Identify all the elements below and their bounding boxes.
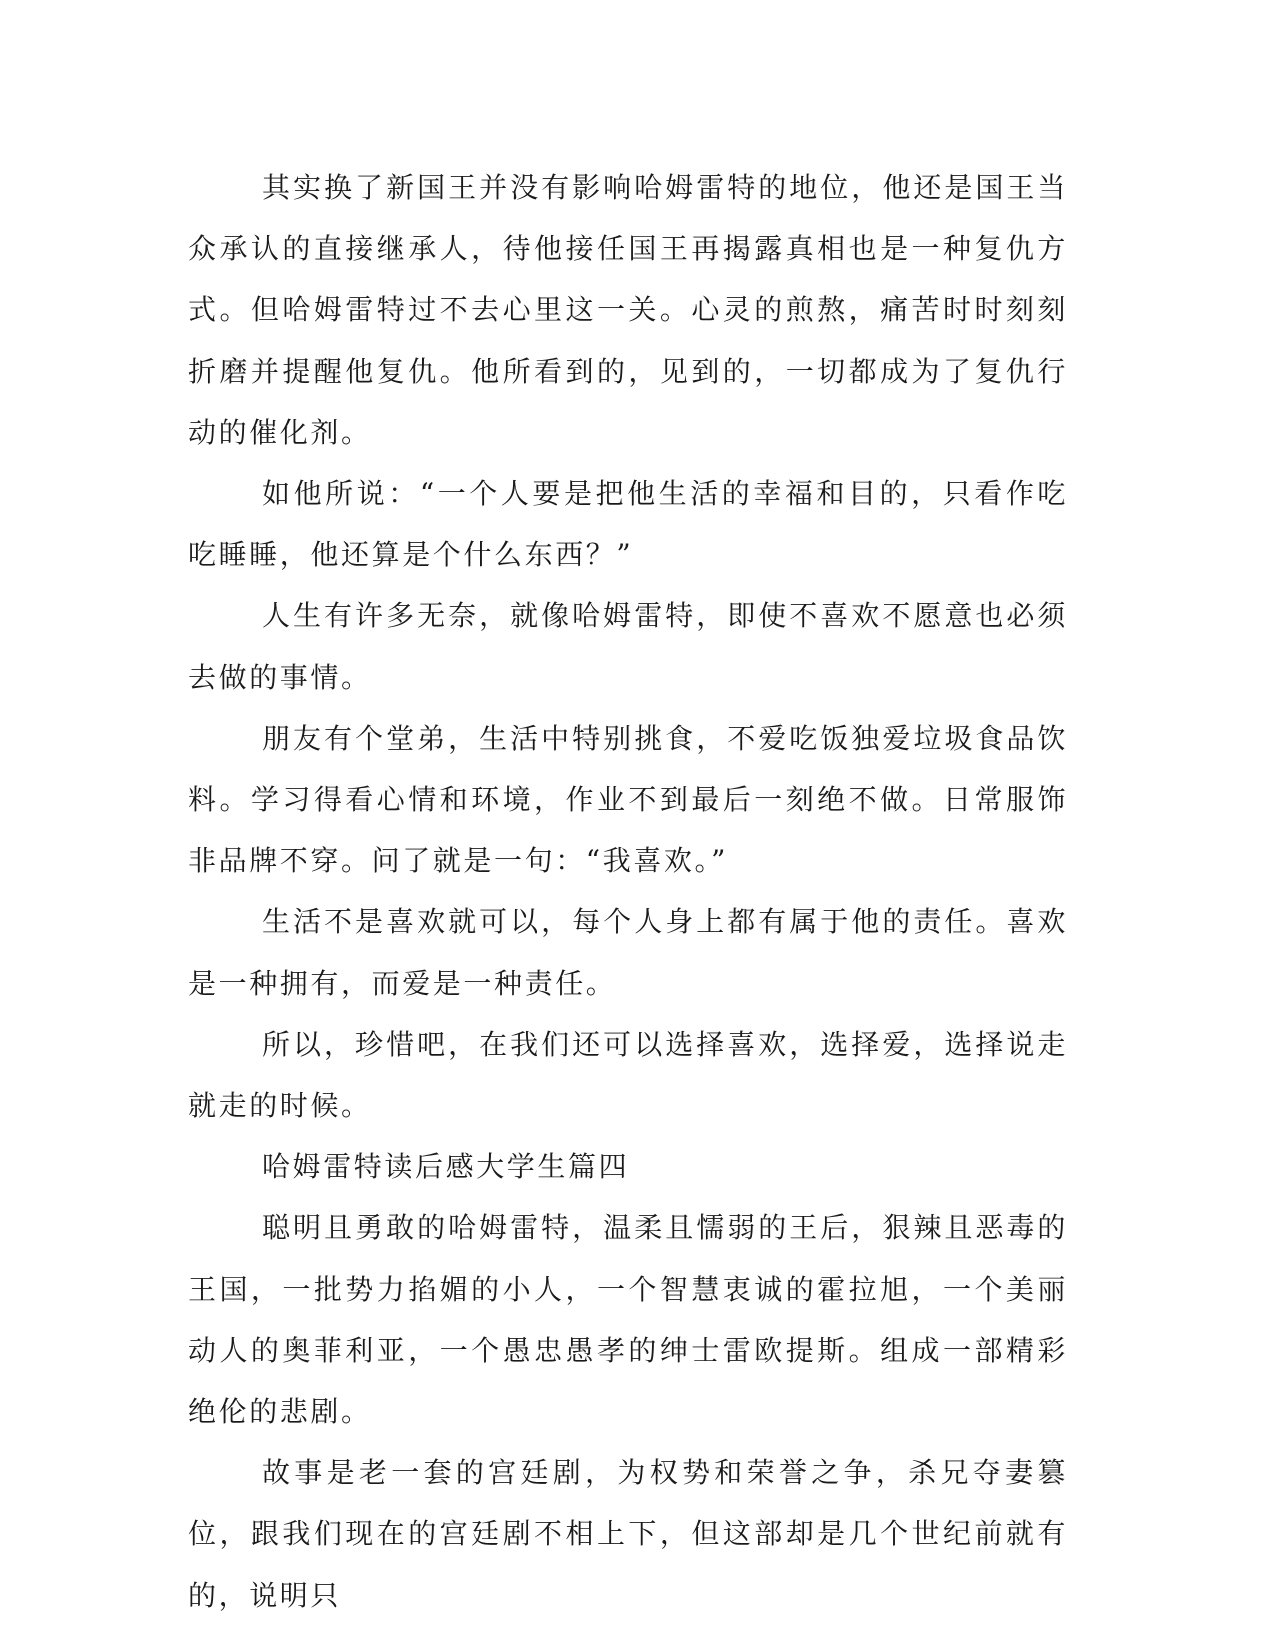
paragraph: 生活不是喜欢就可以，每个人身上都有属于他的责任。喜欢是一种拥有，而爱是一种责任。 [188,905,1068,1000]
paragraph: 故事是老一套的宫廷剧，为权势和荣誉之争，杀兄夺妻篡位，跟我们现在的宫廷剧不相上下，但这部却是几个世纪前就有的，说明只 [188,1456,1068,1612]
paragraph: 朋友有个堂弟，生活中特别挑食，不爱吃饭独爱垃圾食品饮料。学习得看心情和环境，作业不到最后一刻绝不做。日常服饰非品牌不穿。问了就是一句：“我喜欢。” [188,721,1068,878]
paragraph: 聪明且勇敢的哈姆雷特，温柔且懦弱的王后，狠辣且恶毒的王国，一批势力掐媚的小人，一个智慧衷诚的霍拉旭，一个美丽动人的奥菲利亚，一个愚忠愚孝的绅士雷欧提斯。组成一部精彩绝伦的悲剧。 [188,1211,1068,1429]
paragraph: 如他所说：“一个人要是把他生活的幸福和目的，只看作吃吃睡睡，他还算是个什么东西？” [188,477,1068,572]
paragraph: 人生有许多无奈，就像哈姆雷特，即使不喜欢不愿意也必须去做的事情。 [188,599,1068,694]
section-heading: 哈姆雷特读后感大学生篇四 [262,1150,630,1184]
paragraph: 其实换了新国王并没有影响哈姆雷特的地位，他还是国王当众承认的直接继承人，待他接任国王再揭露真相也是一种复仇方式。但哈姆雷特过不去心里这一关。心灵的煎熬，痛苦时时刻刻折磨并提醒他复仇。他所看到的，见到的，一切都成为了复仇行动的催化剂。 [188,171,1068,449]
document-body [188,157,1068,1626]
paragraph: 所以，珍惜吧，在我们还可以选择喜欢，选择爱，选择说走就走的时候。 [188,1027,1068,1123]
